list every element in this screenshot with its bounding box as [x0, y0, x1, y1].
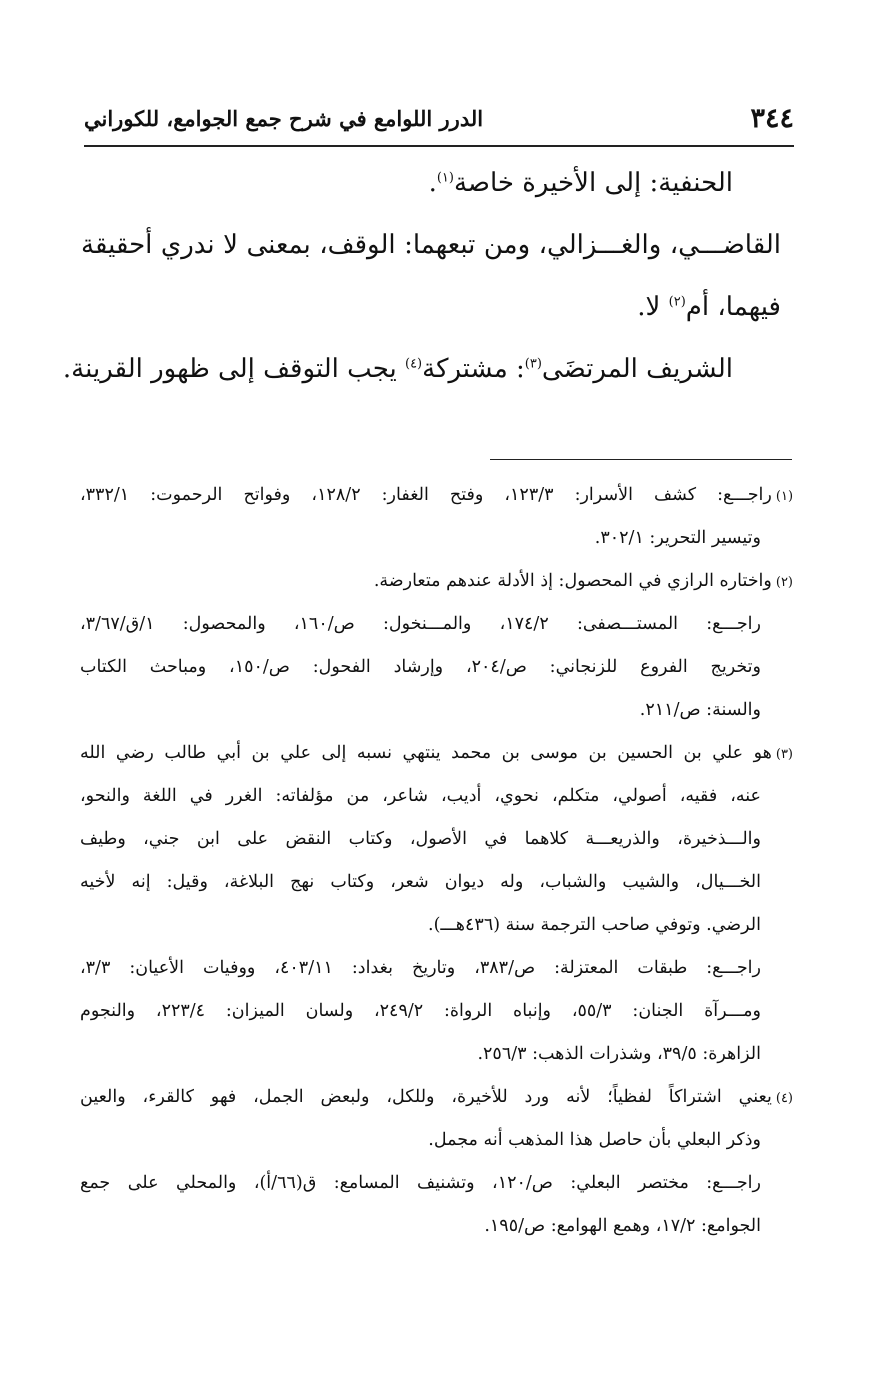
footnote-line: (٤)يعني اشتراكاً لفظياً؛ لأنه ورد للأخيرة، وللكل، ولبعض الجمل، فهو كالقرء، والعين: [80, 1087, 793, 1107]
footnote-separator: [490, 459, 792, 460]
footnote-ref: (٣): [524, 356, 542, 372]
footnote-line: الخـــيال، والشيب والشباب، وله ديوان شعر، وكتاب نهج البلاغة، وقيل: إنه لأخيه: [80, 872, 761, 892]
footnote-line: وتخريج الفروع للزنجاني: ص/٢٠٤، وإرشاد الفحول: ص/١٥٠، ومباحث الكتاب: [80, 657, 761, 677]
footnote-line: والسنة: ص/٢١١.: [639, 700, 761, 720]
footnote-line: راجـــع: طبقات المعتزلة: ص/٣٨٣، وتاريخ بغداد: ٤٠٣/١١، ووفيات الأعيان: ٣/٣،: [80, 958, 761, 978]
footnote-line: عنه، فقيه، أصولي، متكلم، نحوي، أديب، شاعر، من مؤلفاته: الغرر في اللغة والنحو،: [80, 786, 761, 806]
running-title: الدرر اللوامع في شرح جمع الجوامع، للكوراني: [84, 105, 484, 131]
footnote-number: (٤): [775, 1091, 793, 1106]
page-number: ٣٤٤: [750, 102, 794, 134]
footnote-line: ومـــرآة الجنان: ٥٥/٣، وإنباه الرواة: ٢٤٩/٢، ولسان الميزان: ٢٢٣/٤، والنجوم: [80, 1001, 761, 1021]
footnote-line: الرضي. وتوفي صاحب الترجمة سنة (٤٣٦هـــ).: [428, 915, 761, 935]
footnote-line: وذكر البعلي بأن حاصل هذا المذهب أنه مجمل.: [428, 1130, 761, 1150]
main-line: فيهما، أم$^{(٢)}$ لا.: [637, 292, 781, 322]
footnote-ref: (٢): [668, 294, 686, 310]
main-line: الشريف المرتضَى$^{(٣)}$: مشتركة$^{(٤)}$ يجب التوقف إلى ظهور القرينة.: [62, 354, 733, 384]
footnote-number: (٢): [775, 575, 793, 590]
header-rule: [84, 145, 794, 147]
footnote-line: (٢)واختاره الرازي في المحصول: إذ الأدلة عندهم متعارضة.: [373, 571, 793, 591]
footnote-line: راجـــع: مختصر البعلي: ص/١٢٠، وتشنيف المسامع: ق(٦٦/أ)، والمحلي على جمع: [80, 1173, 761, 1193]
main-line: الحنفية: إلى الأخيرة خاصة$^{(١)}$.: [428, 168, 733, 198]
footnote-number: (٣): [775, 747, 793, 762]
footnote-line: والـــذخيرة، والذريعـــة كلاهما في الأصول، وكتاب النقض على ابن جني، وطيف: [80, 829, 761, 849]
footnote-line: الزاهرة: ٣٩/٥، وشذرات الذهب: ٢٥٦/٣.: [477, 1044, 761, 1064]
footnote-line: (٣)هو علي بن الحسين بن موسى بن محمد ينتهي نسبه إلى علي بن أبي طالب رضي الله: [80, 743, 793, 763]
footnote-ref: (٤): [404, 356, 423, 372]
footnote-number: (١): [775, 489, 794, 504]
main-line: القاضـــي، والغـــزالي، ومن تبعهما: الوقف، بمعنى لا ندري أحقيقة: [81, 230, 781, 260]
footnote-line: وتيسير التحرير: ٣٠٢/١.: [594, 528, 761, 548]
footnote-line: الجوامع: ١٧/٢، وهمع الهوامع: ص/١٩٥.: [484, 1216, 761, 1236]
footnote-ref: (١): [436, 170, 454, 186]
footnote-line: راجـــع: المستـــصفى: ١٧٤/٢، والمـــنخول: ص/١٦٠، والمحصول: ١/ق/٣/٦٧،: [80, 614, 761, 634]
footnote-line: (١)راجـــع: كشف الأسرار: ١٢٣/٣، وفتح الغفار: ١٢٨/٢، وفواتح الرحموت: ٣٣٢/١،: [80, 485, 794, 505]
page-header: [84, 95, 794, 141]
